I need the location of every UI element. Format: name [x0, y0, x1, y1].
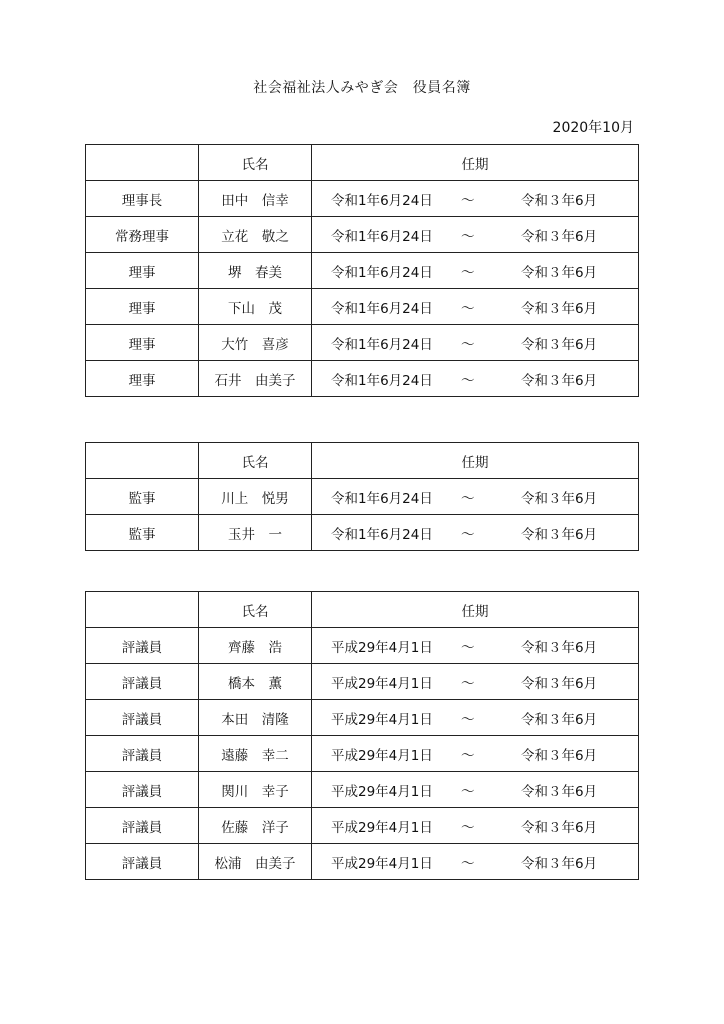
role-cell: 理事 — [86, 325, 199, 361]
term-separator: ～ — [461, 372, 475, 389]
table-row — [86, 664, 639, 700]
name-cell: 堺 春美 — [199, 253, 312, 289]
term-end: 令和３年6月 — [521, 336, 598, 353]
term-end: 令和３年6月 — [521, 490, 598, 507]
term-cell — [312, 736, 639, 772]
table-row — [86, 325, 639, 361]
term-separator: ～ — [461, 675, 475, 692]
term-end: 令和３年6月 — [521, 711, 598, 728]
role-cell: 評議員 — [86, 664, 199, 700]
term-start: 平成29年4月1日 — [331, 639, 433, 656]
role-cell: 常務理事 — [86, 217, 199, 253]
term-cell — [312, 772, 639, 808]
term-separator: ～ — [461, 336, 475, 353]
table-row — [86, 808, 639, 844]
term-cell — [312, 361, 639, 397]
table-row — [86, 628, 639, 664]
table-row — [86, 289, 639, 325]
term-separator: ～ — [461, 264, 475, 281]
name-cell: 本田 清隆 — [199, 700, 312, 736]
document-date: 2020年10月 — [552, 120, 634, 136]
term-end: 令和３年6月 — [521, 526, 598, 543]
table-row — [86, 253, 639, 289]
term-end: 令和３年6月 — [521, 228, 598, 245]
term-end: 令和３年6月 — [521, 300, 598, 317]
term-start: 平成29年4月1日 — [331, 819, 433, 836]
auditors-table — [85, 442, 639, 551]
term-end: 令和３年6月 — [521, 783, 598, 800]
name-header: 氏名 — [199, 592, 312, 628]
table-row — [86, 479, 639, 515]
term-cell — [312, 217, 639, 253]
councillors-table — [85, 591, 639, 880]
term-cell — [312, 808, 639, 844]
name-cell: 玉井 一 — [199, 515, 312, 551]
name-header: 氏名 — [199, 443, 312, 479]
role-cell: 監事 — [86, 515, 199, 551]
term-start: 令和1年6月24日 — [331, 300, 433, 317]
term-cell — [312, 181, 639, 217]
table-row — [86, 515, 639, 551]
role-cell: 理事 — [86, 289, 199, 325]
term-start: 令和1年6月24日 — [331, 228, 433, 245]
term-separator: ～ — [461, 819, 475, 836]
table-row — [86, 361, 639, 397]
term-separator: ～ — [461, 639, 475, 656]
term-end: 令和３年6月 — [521, 819, 598, 836]
name-cell: 関川 幸子 — [199, 772, 312, 808]
term-start: 令和1年6月24日 — [331, 526, 433, 543]
table-header-row — [86, 145, 639, 181]
term-start: 平成29年4月1日 — [331, 855, 433, 872]
term-cell — [312, 289, 639, 325]
term-separator: ～ — [461, 490, 475, 507]
table-row — [86, 700, 639, 736]
officers-table — [85, 144, 639, 397]
term-start: 平成29年4月1日 — [331, 747, 433, 764]
role-cell: 理事長 — [86, 181, 199, 217]
term-start: 平成29年4月1日 — [331, 783, 433, 800]
name-cell: 石井 由美子 — [199, 361, 312, 397]
table-row — [86, 772, 639, 808]
term-end: 令和３年6月 — [521, 855, 598, 872]
name-header: 氏名 — [199, 145, 312, 181]
role-cell: 理事 — [86, 253, 199, 289]
document-title: 社会福祉法人みやぎ会 役員名簿 — [253, 80, 471, 96]
term-end: 令和３年6月 — [521, 675, 598, 692]
term-separator: ～ — [461, 228, 475, 245]
role-header — [86, 145, 199, 181]
term-cell — [312, 515, 639, 551]
term-separator: ～ — [461, 783, 475, 800]
term-start: 平成29年4月1日 — [331, 711, 433, 728]
name-cell: 大竹 喜彦 — [199, 325, 312, 361]
term-cell — [312, 664, 639, 700]
role-header — [86, 592, 199, 628]
term-separator: ～ — [461, 747, 475, 764]
role-cell: 評議員 — [86, 628, 199, 664]
role-cell: 評議員 — [86, 808, 199, 844]
role-cell: 評議員 — [86, 700, 199, 736]
name-cell: 川上 悦男 — [199, 479, 312, 515]
term-separator: ～ — [461, 300, 475, 317]
term-end: 令和３年6月 — [521, 372, 598, 389]
name-cell: 下山 茂 — [199, 289, 312, 325]
term-end: 令和３年6月 — [521, 747, 598, 764]
term-end: 令和３年6月 — [521, 639, 598, 656]
role-cell: 評議員 — [86, 736, 199, 772]
term-cell — [312, 628, 639, 664]
term-start: 令和1年6月24日 — [331, 192, 433, 209]
table-row — [86, 217, 639, 253]
term-header: 任期 — [312, 592, 639, 628]
table-row — [86, 181, 639, 217]
term-start: 令和1年6月24日 — [331, 336, 433, 353]
term-separator: ～ — [461, 526, 475, 543]
term-header: 任期 — [312, 145, 639, 181]
term-separator: ～ — [461, 855, 475, 872]
term-start: 令和1年6月24日 — [331, 372, 433, 389]
table-row — [86, 736, 639, 772]
role-cell: 評議員 — [86, 844, 199, 880]
name-cell: 立花 敬之 — [199, 217, 312, 253]
term-header: 任期 — [312, 443, 639, 479]
term-separator: ～ — [461, 711, 475, 728]
term-separator: ～ — [461, 192, 475, 209]
name-cell: 松浦 由美子 — [199, 844, 312, 880]
term-cell — [312, 253, 639, 289]
role-cell: 理事 — [86, 361, 199, 397]
name-cell: 佐藤 洋子 — [199, 808, 312, 844]
term-cell — [312, 844, 639, 880]
role-header — [86, 443, 199, 479]
term-start: 平成29年4月1日 — [331, 675, 433, 692]
role-cell: 評議員 — [86, 772, 199, 808]
table-header-row — [86, 443, 639, 479]
table-row — [86, 844, 639, 880]
term-end: 令和３年6月 — [521, 264, 598, 281]
name-cell: 齊藤 浩 — [199, 628, 312, 664]
term-start: 令和1年6月24日 — [331, 490, 433, 507]
term-cell — [312, 479, 639, 515]
name-cell: 田中 信幸 — [199, 181, 312, 217]
term-end: 令和３年6月 — [521, 192, 598, 209]
term-cell — [312, 325, 639, 361]
role-cell: 監事 — [86, 479, 199, 515]
term-start: 令和1年6月24日 — [331, 264, 433, 281]
name-cell: 遠藤 幸二 — [199, 736, 312, 772]
table-header-row — [86, 592, 639, 628]
term-cell — [312, 700, 639, 736]
name-cell: 橋本 薫 — [199, 664, 312, 700]
